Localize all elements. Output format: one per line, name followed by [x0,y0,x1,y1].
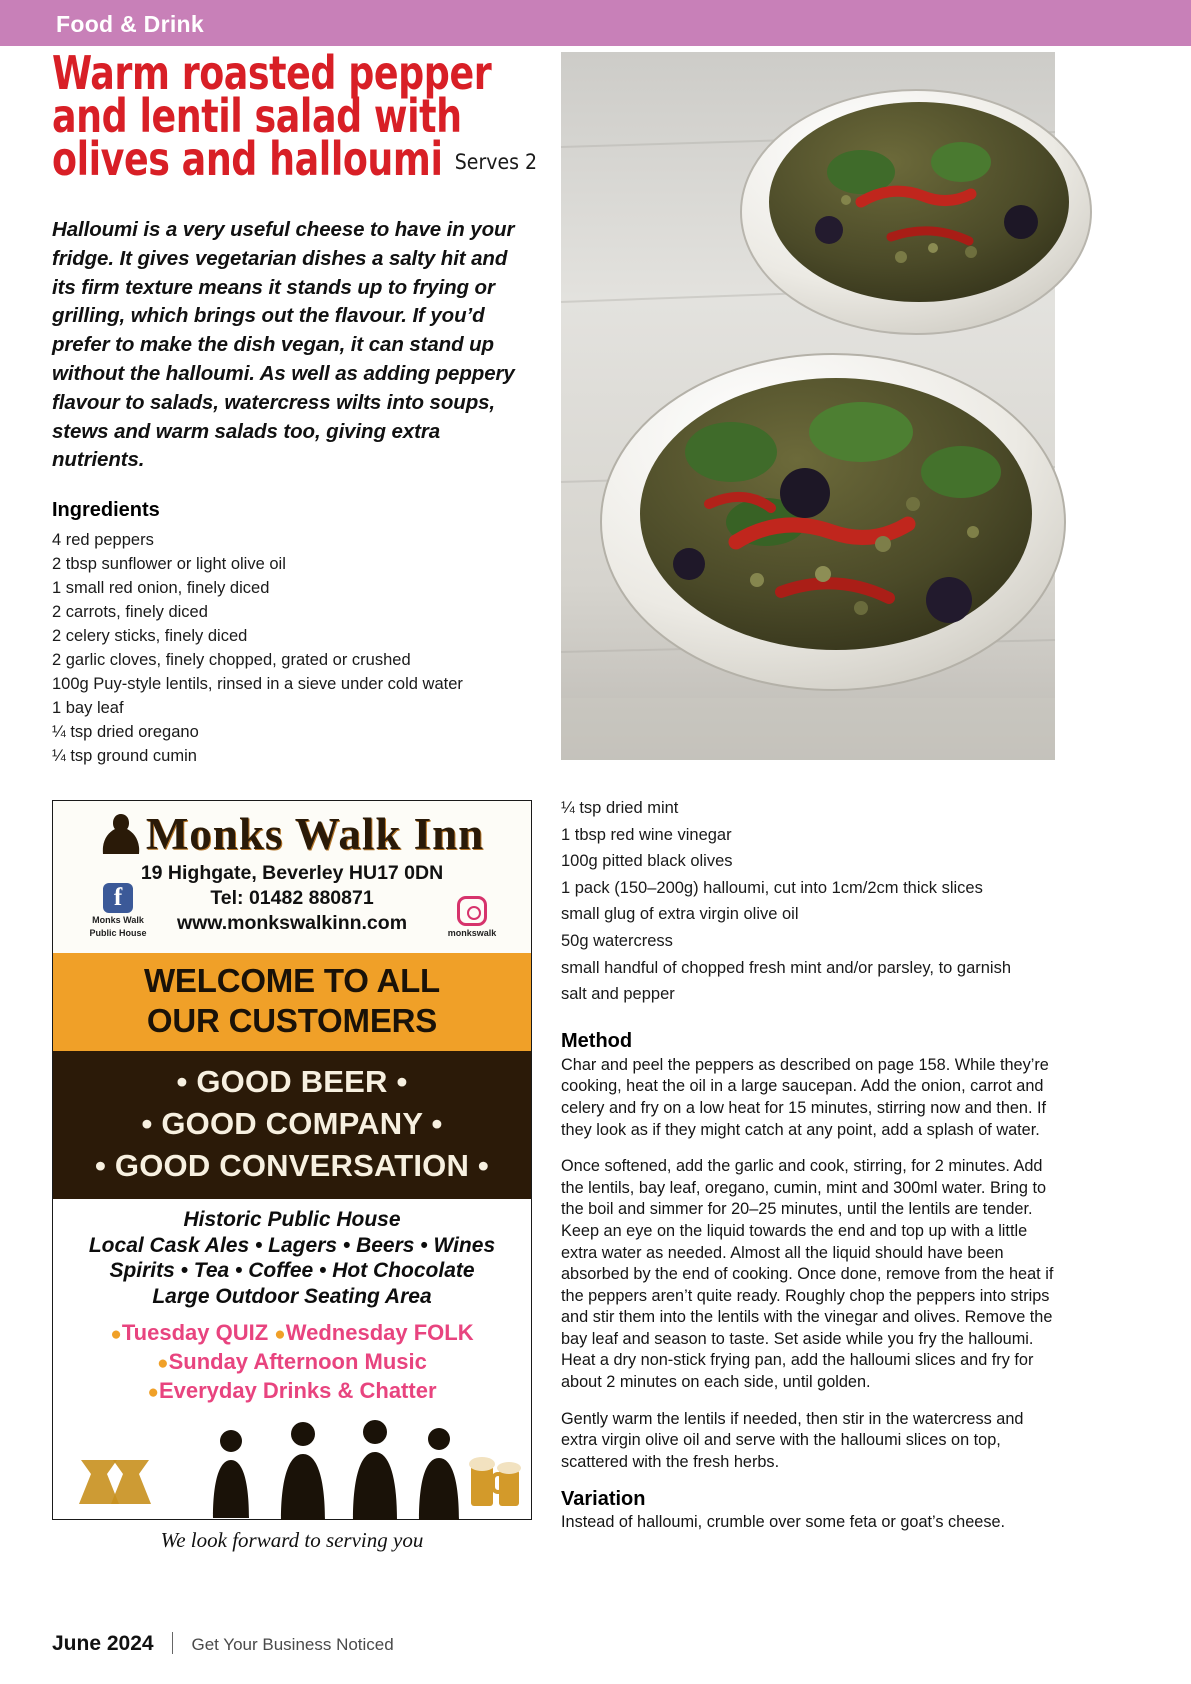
monk-silhouette-icon [100,811,142,857]
issue-month: June 2024 [52,1632,154,1655]
facebook-icon: f [103,883,133,913]
ingredients-list-left [52,528,532,768]
ad-events-row-2 [53,1348,531,1377]
ad-footer-line: We look forward to serving you [160,1528,424,1552]
ad-service-line: Spirits • Tea • Coffee • Hot Chocolate [109,1259,475,1282]
ad-event-sunday: Sunday Afternoon Music [168,1349,427,1374]
ingredient-item: ¼ tsp ground cumin [52,747,197,766]
ad-service-line: Local Cask Ales • Lagers • Beers • Wines [88,1233,496,1257]
facebook-link[interactable] [75,883,161,939]
ingredient-item: 1 small red onion, finely diced [52,579,270,598]
ingredient-item: small glug of extra virgin olive oil [561,905,799,924]
right-column [561,795,1058,1549]
ad-events-row-1 [53,1319,531,1348]
ad-goods-banner [53,1051,531,1199]
bullet-icon: ● [157,1353,169,1374]
ingredient-item: 1 pack (150–200g) halloumi, cut into 1cm/2cm thick slices [561,878,983,897]
category-bar [0,0,1191,46]
method-paragraph: Char and peel the peppers as described on page 158. While they’re cooking, heat the oil in a large saucepan. Add the onion, carrot and celery and fry on a low heat for 15 minutes, stirring now and then. If they look as if they might catch at any point, add a splash of water. [561,1055,1049,1139]
left-column [52,46,537,768]
variation-text: Instead of halloumi, crumble over some feta or goat’s cheese. [561,1513,1006,1532]
method-paragraph: Once softened, add the garlic and cook, stirring, for 2 minutes. Add the lentils, bay leaf, oregano, cumin, mint and 300ml water. Bring to the boil and simmer for 20–25 minutes, until the lentils are tender. Keep an eye on the liquid towards the end and top up with a little extra water as needed. Almost all the liquid should have been absorbed by the end of cooking. Once done, remove from the heat if the peppers aren’t quite ready. Roughly chop the peppers into strips and stir them into the lentils with the vinegar and olives. Remove the bay leaf and season to taste. Set aside while you fry the halloumi. Heat a dry non-stick frying pan, add the halloumi slices and fry for about 2 minutes on each side, until golden. [561,1157,1054,1392]
ad-event-tuesday: Tuesday QUIZ [121,1320,269,1345]
ingredient-item: 100g Puy-style lentils, rinsed in a sieve under cold water [52,675,463,694]
ingredient-item: 2 tbsp sunflower or light olive oil [52,555,286,574]
bullet-icon: ● [274,1324,286,1345]
recipe-photo [561,52,1055,760]
category-label: Food & Drink [56,11,204,37]
ad-header [53,801,531,953]
ingredient-item: 1 tbsp red wine vinegar [561,825,732,844]
footer-tagline: Get Your Business Noticed [191,1635,394,1654]
facebook-label-line-1: Monks Walk [92,915,144,925]
instagram-label: monkswalk [447,928,497,938]
recipe-title-line-2: and lentil salad with [52,89,462,143]
ad-silhouette-strip [53,1408,531,1528]
ad-welcome-banner [53,953,531,1051]
instagram-link[interactable] [429,896,515,939]
ad-services-list [53,1199,531,1315]
ingredient-item: 4 red peppers [52,531,154,550]
ad-address: 19 Highgate, Beverley HU17 0DN [140,862,444,884]
recipe-title-line-3: olives and halloumi [52,132,443,186]
ingredient-item: ¼ tsp dried mint [561,799,679,817]
ingredient-item: 100g pitted black olives [561,852,733,871]
ingredient-item: ¼ tsp dried oregano [52,723,199,742]
ingredient-item: 2 celery sticks, finely diced [52,627,248,646]
page-title [52,46,537,190]
ad-events-row-3 [53,1377,531,1406]
ad-event-wednesday: Wednesday FOLK [285,1320,474,1345]
ingredient-item: small handful of chopped fresh mint and/or parsley, to garnish [561,958,1012,977]
ad-logo [53,808,531,859]
ad-website[interactable]: www.monkswalkinn.com [176,912,408,934]
advertisement-monks-walk-inn[interactable] [52,800,532,1552]
ad-business-name: Monks Walk Inn [145,808,485,859]
ad-event-everyday: Everyday Drinks & Chatter [158,1378,437,1403]
salad-bowls-illustration [561,52,1055,760]
footer-divider [172,1632,173,1654]
serves-label: Serves 2 [454,150,537,174]
monks-and-drinks-silhouettes-icon [53,1408,529,1528]
ad-events-list [53,1315,531,1408]
variation-heading: Variation [561,1488,646,1511]
ingredients-heading: Ingredients [52,499,160,522]
instagram-icon [457,896,487,926]
page-footer [52,1632,1152,1662]
ingredient-item: 2 garlic cloves, finely chopped, grated or crushed [52,651,411,670]
facebook-label-line-2: Public House [89,928,147,938]
method-heading: Method [561,1029,633,1052]
ingredient-item: 2 carrots, finely diced [52,603,208,622]
bullet-icon: ● [110,1324,122,1345]
ingredient-item: salt and pepper [561,985,675,1004]
bullet-icon: ● [147,1382,159,1403]
recipe-intro: Halloumi is a very useful cheese to have in your fridge. It gives vegetarian dishes a salty hit and its firm texture means it stands up to frying or grilling, which brings out the flavour. If you’d prefer to make the dish vegan, it can stand up without the halloumi. As well as adding peppery flavour to salads, watercress wilts into soups, stews and warm salads too, giving extra nutrients. [52,218,515,472]
ad-telephone[interactable]: Tel: 01482 880871 [210,887,374,909]
ad-good-line: • GOOD BEER • [176,1064,408,1099]
ad-welcome-line-2: OUR CUSTOMERS [146,1002,438,1039]
ingredients-list-right [561,795,1058,1008]
recipe-title-line-1: Warm roasted pepper [52,46,492,100]
method-paragraph: Gently warm the lentils if needed, then stir in the watercress and extra virgin olive oil and serve with the halloumi slices on top, scattered with the fresh herbs. [561,1409,1024,1471]
ad-welcome-line-1: WELCOME TO ALL [143,962,440,999]
ingredient-item: 50g watercress [561,931,673,950]
ad-service-line: Historic Public House [183,1208,401,1231]
ad-service-line: Large Outdoor Seating Area [152,1284,432,1308]
ingredient-item: 1 bay leaf [52,699,124,718]
ad-good-line: • GOOD COMPANY • [141,1106,443,1141]
ad-good-line: • GOOD CONVERSATION • [95,1148,489,1183]
